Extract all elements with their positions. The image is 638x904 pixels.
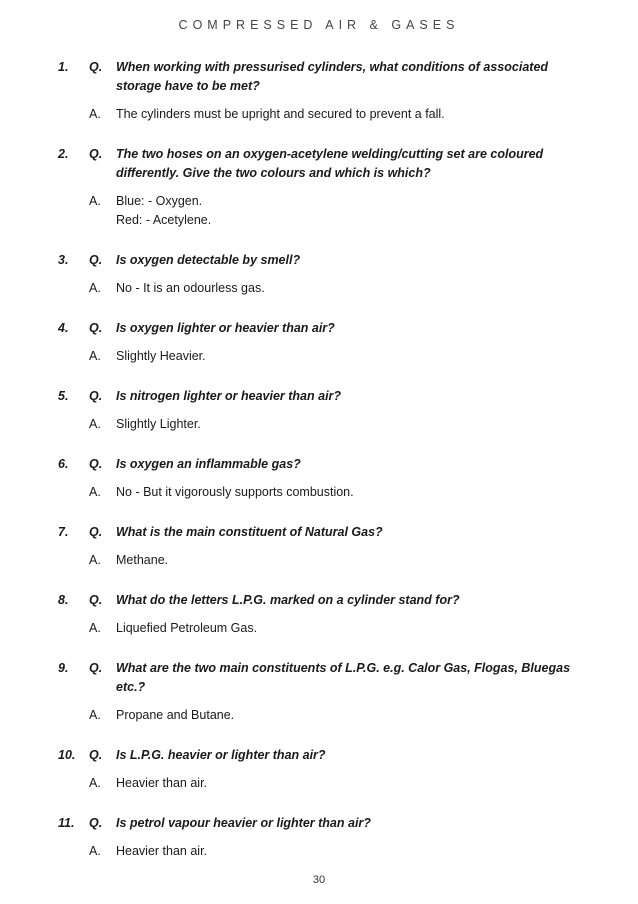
question-marker: Q. — [89, 816, 103, 830]
answer-text: The cylinders must be upright and secured to prevent a fall. — [116, 107, 445, 121]
answer-marker: A. — [89, 708, 101, 722]
answer-marker: A. — [89, 194, 101, 208]
question-marker: Q. — [89, 147, 103, 161]
qa-item — [0, 455, 638, 502]
item-number: 7. — [58, 525, 69, 539]
page-number: 30 — [312, 874, 326, 886]
answer-marker: A. — [89, 485, 101, 499]
question-marker: Q. — [89, 389, 103, 403]
answer-text: No - But it vigorously supports combustion. — [116, 485, 354, 499]
page-header: COMPRESSED AIR & GASES — [178, 18, 460, 32]
answer-marker: A. — [89, 776, 101, 790]
answer-marker: A. — [89, 553, 101, 567]
answer-text: Heavier than air. — [116, 776, 208, 790]
question-marker: Q. — [89, 60, 103, 74]
item-number: 9. — [58, 661, 69, 675]
question-row — [0, 591, 638, 610]
question-text: Is nitrogen lighter or heavier than air? — [116, 389, 342, 403]
qa-item — [0, 145, 638, 230]
question-text: The two hoses on an oxygen-acetylene welding/cutting set are coloured differently. Give the two colours and which is which? — [116, 147, 544, 180]
answer-text: Propane and Butane. — [116, 708, 235, 722]
question-row — [0, 251, 638, 270]
question-text: What are the two main constituents of L.P.G. e.g. Calor Gas, Flogas, Bluegas etc.? — [116, 661, 571, 694]
question-row — [0, 455, 638, 474]
answer-row — [0, 347, 638, 366]
answer-text: Blue: - Oxygen. — [116, 194, 203, 208]
answer-row — [0, 619, 638, 638]
item-number: 2. — [58, 147, 69, 161]
answer-marker: A. — [89, 107, 101, 121]
answer-text: No - It is an odourless gas. — [116, 281, 265, 295]
qa-list — [0, 58, 638, 882]
answer-row — [0, 706, 638, 725]
item-number: 1. — [58, 60, 69, 74]
answer-text: Liquefied Petroleum Gas. — [116, 621, 258, 635]
question-text: Is oxygen lighter or heavier than air? — [116, 321, 335, 335]
question-row — [0, 523, 638, 542]
qa-item — [0, 387, 638, 434]
answer-marker: A. — [89, 281, 101, 295]
answer-text: Heavier than air. — [116, 844, 208, 858]
question-marker: Q. — [89, 661, 103, 675]
answer-row — [0, 551, 638, 570]
qa-item — [0, 814, 638, 861]
question-row — [0, 58, 638, 96]
question-marker: Q. — [89, 457, 103, 471]
question-row — [0, 145, 638, 183]
qa-item — [0, 659, 638, 725]
answer-marker: A. — [89, 417, 101, 431]
answer-marker: A. — [89, 349, 101, 363]
question-row — [0, 659, 638, 697]
qa-item — [0, 591, 638, 638]
answer-row — [0, 192, 638, 230]
question-row — [0, 746, 638, 765]
question-row — [0, 319, 638, 338]
question-marker: Q. — [89, 525, 103, 539]
answer-text: Red: - Acetylene. — [116, 213, 212, 227]
question-text: Is oxygen an inflammable gas? — [116, 457, 301, 471]
item-number: 6. — [58, 457, 69, 471]
question-text: What is the main constituent of Natural Gas? — [116, 525, 383, 539]
item-number: 8. — [58, 593, 69, 607]
answer-row — [0, 842, 638, 861]
question-text: Is L.P.G. heavier or lighter than air? — [116, 748, 326, 762]
answer-row — [0, 483, 638, 502]
answer-row — [0, 105, 638, 124]
question-row — [0, 387, 638, 406]
qa-item — [0, 58, 638, 124]
question-marker: Q. — [89, 253, 103, 267]
qa-item — [0, 523, 638, 570]
question-text: Is oxygen detectable by smell? — [116, 253, 301, 267]
item-number: 3. — [58, 253, 69, 267]
question-text: When working with pressurised cylinders, what conditions of associated storage have to be met? — [116, 60, 549, 93]
answer-text: Slightly Lighter. — [116, 417, 201, 431]
question-marker: Q. — [89, 593, 103, 607]
question-text: Is petrol vapour heavier or lighter than air? — [116, 816, 371, 830]
question-row — [0, 814, 638, 833]
answer-text: Methane. — [116, 553, 169, 567]
qa-item — [0, 251, 638, 298]
answer-row — [0, 774, 638, 793]
question-marker: Q. — [89, 321, 103, 335]
answer-row — [0, 279, 638, 298]
item-number: 10. — [58, 748, 76, 762]
question-text: What do the letters L.P.G. marked on a cylinder stand for? — [116, 593, 460, 607]
question-marker: Q. — [89, 748, 103, 762]
answer-row — [0, 415, 638, 434]
item-number: 4. — [58, 321, 69, 335]
qa-item — [0, 319, 638, 366]
qa-item — [0, 746, 638, 793]
answer-text: Slightly Heavier. — [116, 349, 206, 363]
answer-marker: A. — [89, 844, 101, 858]
answer-marker: A. — [89, 621, 101, 635]
item-number: 5. — [58, 389, 69, 403]
item-number: 11. — [58, 816, 75, 830]
